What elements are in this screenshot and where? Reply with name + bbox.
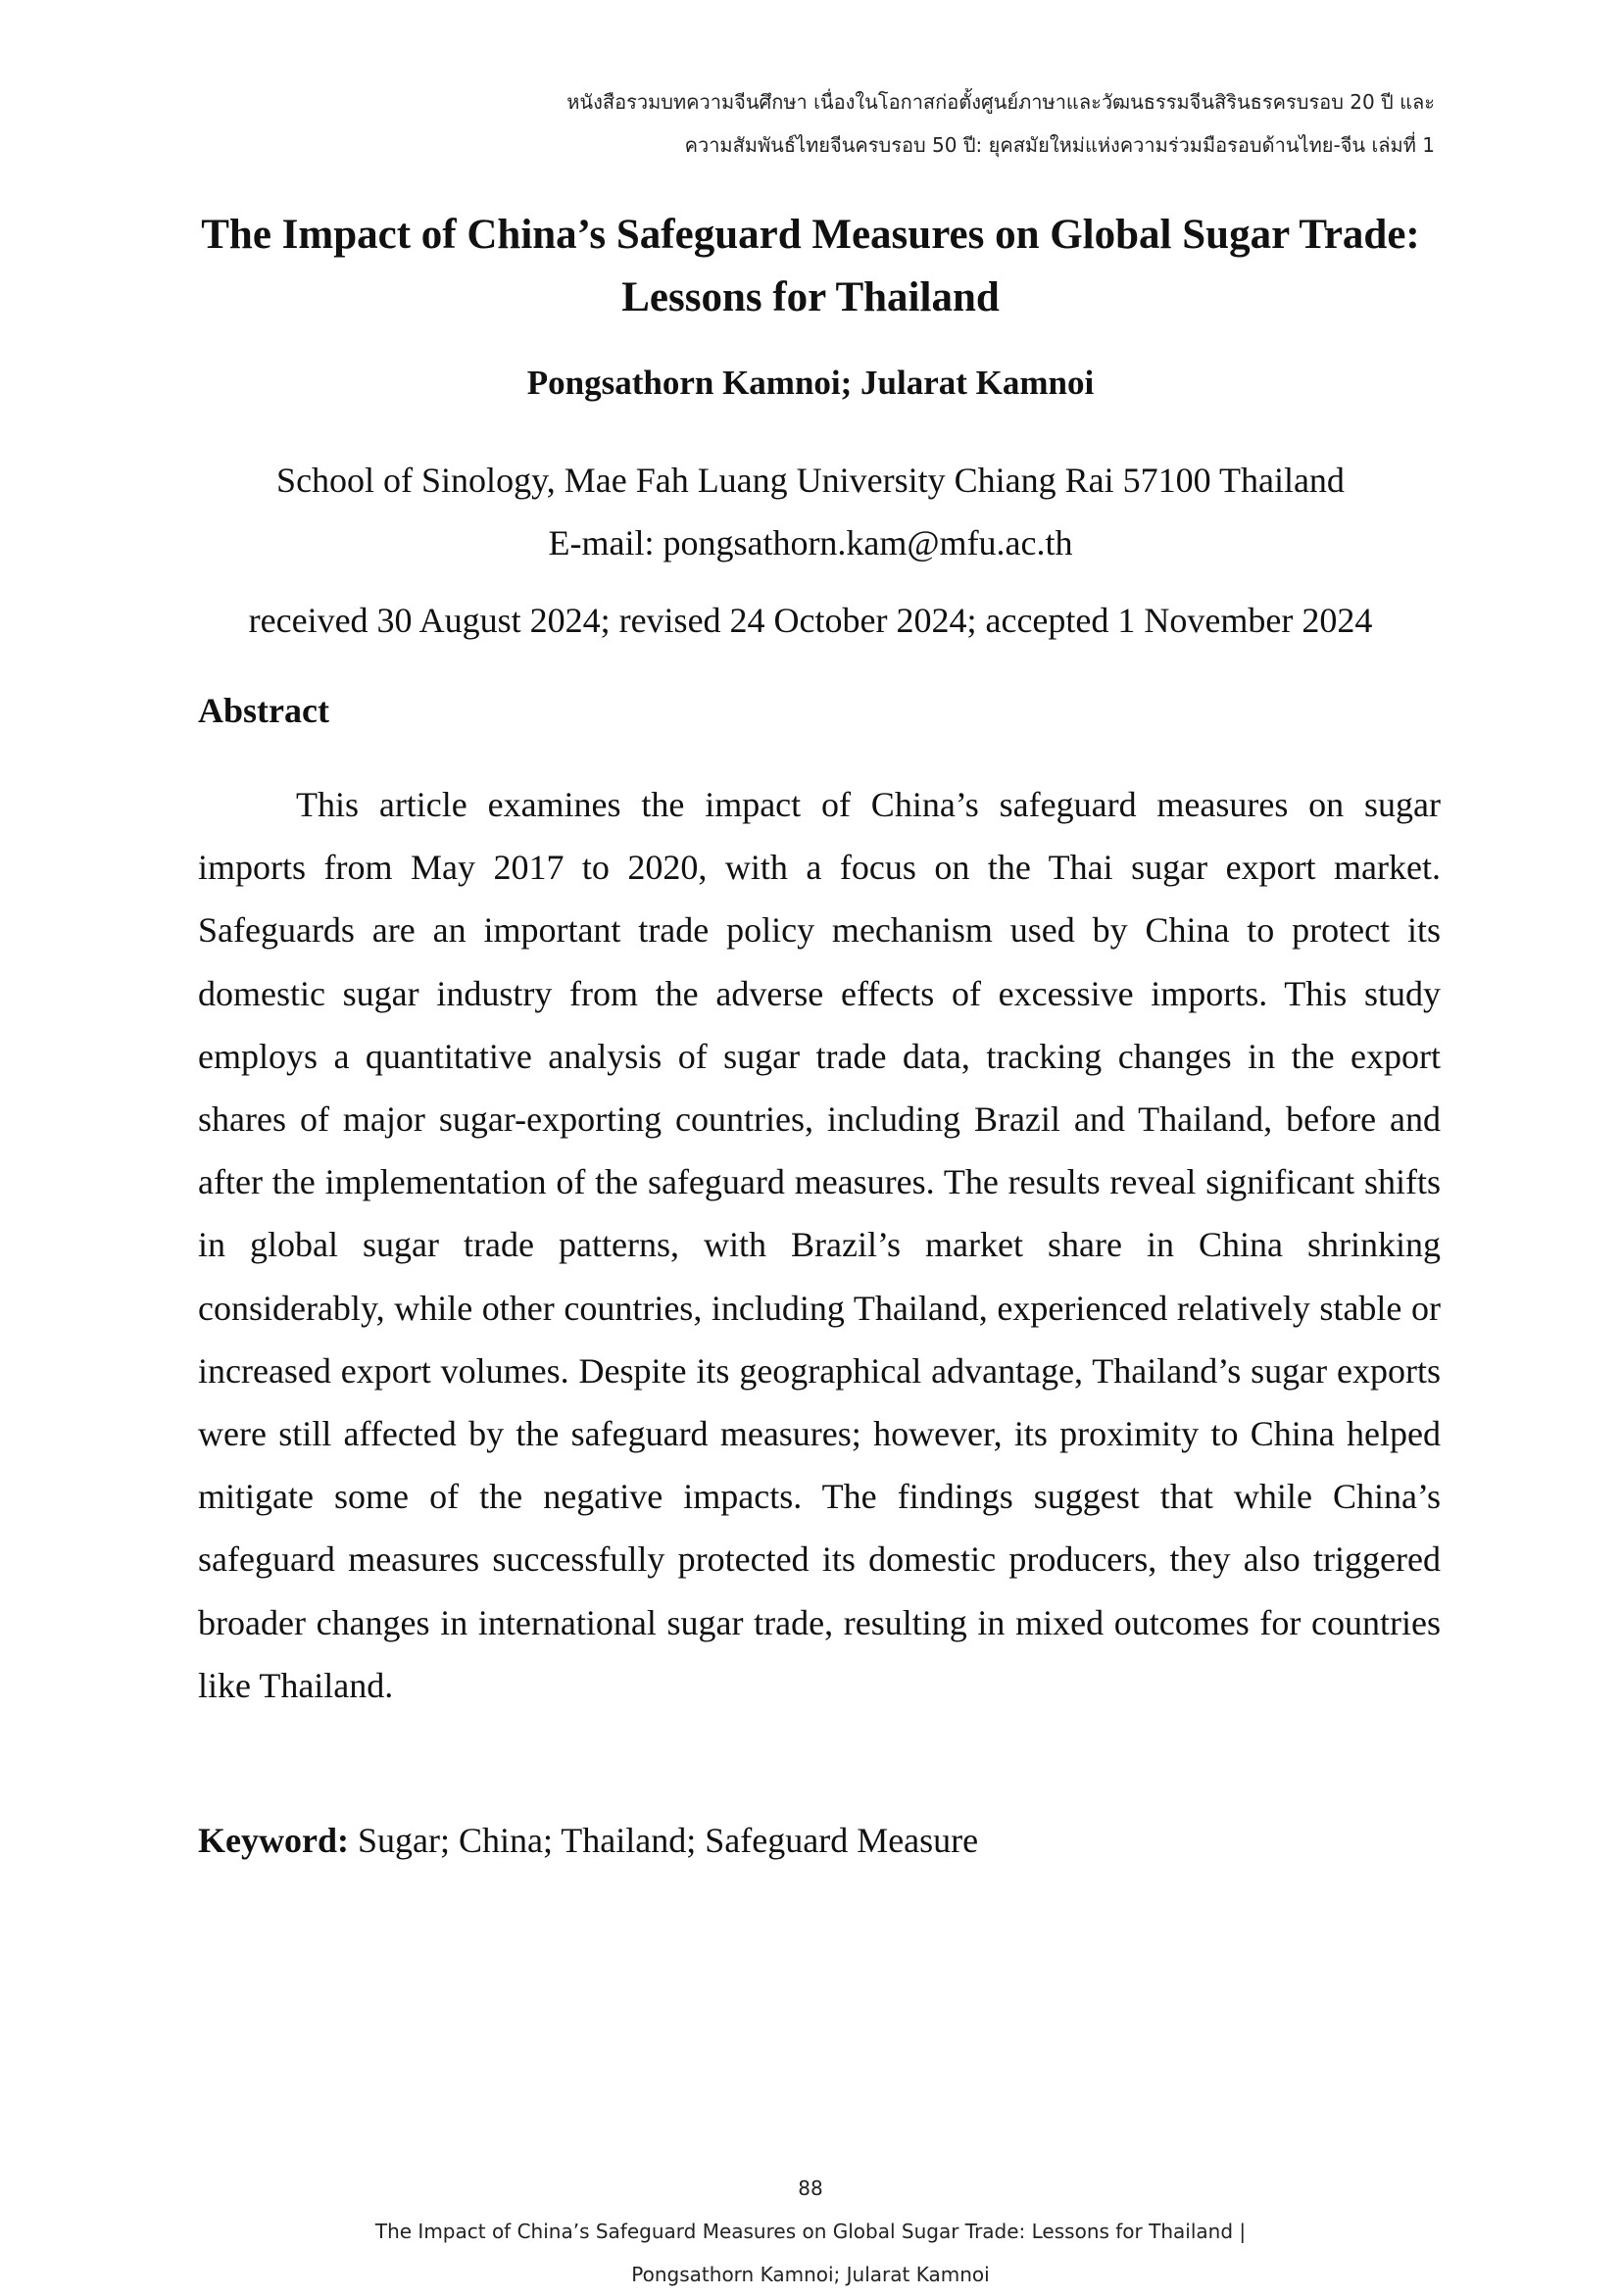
keywords [198, 1816, 1441, 1865]
footer-line-2: Pongsathorn Kamnoi; Jularat Kamnoi [631, 2263, 990, 2286]
article-title-line-1: The Impact of China’s Safeguard Measures on Global Sugar Trade: [201, 212, 1420, 258]
footer-line-1: The Impact of China’s Safeguard Measures on Global Sugar Trade: Lessons for Thailand | [374, 2220, 1247, 2243]
page-footer [0, 2210, 1621, 2296]
abstract-heading: Abstract [198, 691, 329, 730]
submission-dates: received 30 August 2024; revised 24 October 2024; accepted 1 November 2024 [248, 601, 1373, 640]
author-email: E-mail: pongsathorn.kam@mfu.ac.th [548, 523, 1073, 562]
article-title [176, 204, 1445, 329]
running-head-line-1: หนังสือรวมบทความจีนศึกษา เนื่องในโอกาสก่อตั้งศูนย์ภาษาและวัฒนธรรมจีนสิรินธรครบรอบ 20 ปี และ [566, 90, 1435, 114]
running-head-line-2: ความสัมพันธ์ไทยจีนครบรอบ 50 ปี: ยุคสมัยใหม่แห่งความร่วมมือรอบด้านไทย-จีน เล่มที่ 1 [684, 133, 1435, 157]
affiliation-block [176, 449, 1445, 574]
affiliation: School of Sinology, Mae Fah Luang University Chiang Rai 57100 Thailand [276, 461, 1345, 500]
abstract-text: This article examines the impact of China’s safeguard measures on sugar imports from May 2017 to 2020, with a focus on the Thai sugar export market. Safeguards are an important trade policy mechanism used by China to protect its domestic sugar industry from the adverse effects of excessive imports. This study employs a quantitative analysis of sugar trade data, tracking changes in the export shares of major sugar-exporting countries, including Brazil and Thailand, before and after the implementation of the safeguard measures. The results reveal significant shifts in global sugar trade patterns, with Brazil’s market share in China shrinking considerably, while other countries, including Thailand, experienced relatively stable or increased export volumes. Despite its geographical advantage, Thailand’s sugar exports were still affected by the safeguard measures; however, its proximity to China helped mitigate some of the negative impacts. The findings suggest that while China’s safeguard measures successfully protected its domestic producers, they also triggered broader changes in international sugar trade, resulting in mixed outcomes for countries like Thailand. [198, 785, 1441, 1705]
author-list: Pongsathorn Kamnoi; Jularat Kamnoi [526, 364, 1095, 402]
page-number: 88 [798, 2176, 823, 2200]
article-title-line-2: Lessons for Thailand [621, 274, 1000, 320]
running-head [161, 80, 1435, 167]
keywords-label: Keyword: [198, 1821, 349, 1860]
keywords-text: Sugar; China; Thailand; Safeguard Measure [348, 1821, 979, 1860]
